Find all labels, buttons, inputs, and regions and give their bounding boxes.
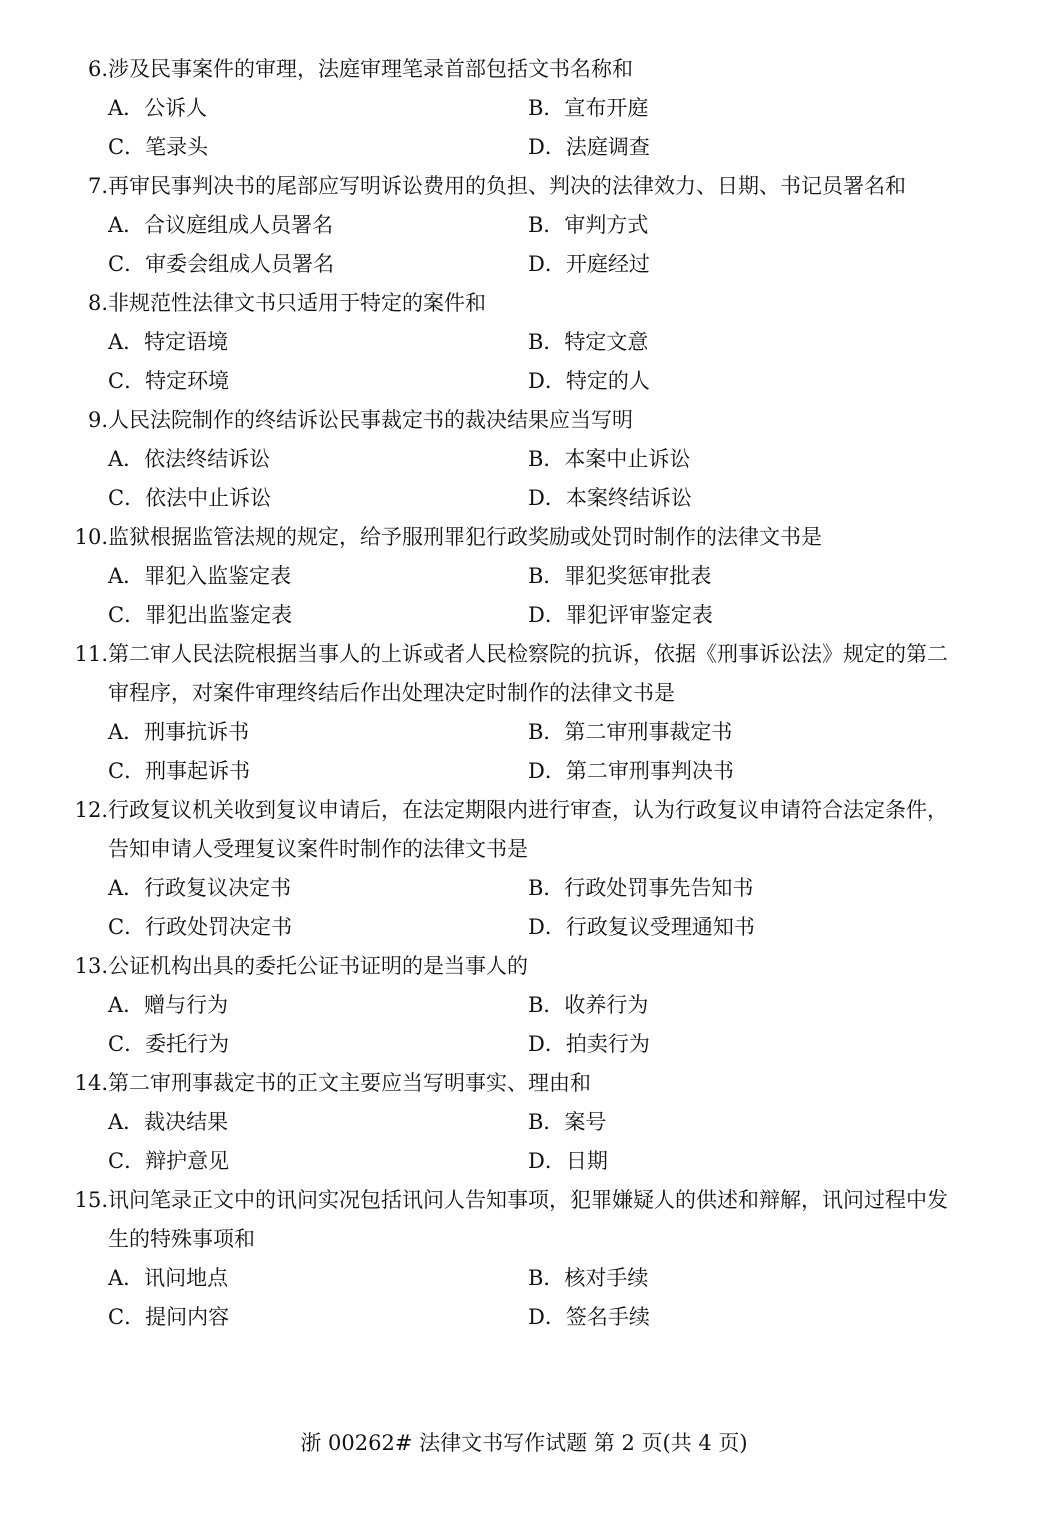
question-number: 13. [74,954,108,978]
option-b: B．行政处罚事先告知书 [528,876,754,900]
option-c: C．行政处罚决定书 [108,915,293,939]
option-a: A．裁决结果 [108,1110,229,1134]
option-d: D．开庭经过 [528,252,650,276]
option-c: C．审委会组成人员署名 [108,252,335,276]
question-number: 8. [87,291,108,315]
option-b: B．核对手续 [528,1266,649,1290]
option-a: A．讯问地点 [108,1266,229,1290]
option-d: D．签名手续 [528,1305,650,1329]
option-c: C．笔录头 [108,135,209,159]
question-number: 9. [87,408,108,432]
question-number: 12. [74,798,108,822]
question-stem: 第二审刑事裁定书的正文主要应当写明事实、理由和 [108,1071,591,1095]
option-b: B．本案中止诉讼 [528,447,691,471]
option-d: D．拍卖行为 [528,1032,650,1056]
option-c: C．依法中止诉讼 [108,486,272,510]
question-15 [60,1181,960,1337]
option-d: D．法庭调查 [528,135,650,159]
option-c: C．辩护意见 [108,1149,230,1173]
question-stem: 再审民事判决书的尾部应写明诉讼费用的负担、判决的法律效力、日期、书记员署名和 [108,174,906,198]
question-number: 7. [87,174,108,198]
question-stem: 人民法院制作的终结诉讼民事裁定书的裁决结果应当写明 [108,408,633,432]
option-d: D．日期 [528,1149,608,1173]
question-stem: 非规范性法律文书只适用于特定的案件和 [108,291,486,315]
option-b: B．案号 [528,1110,607,1134]
question-number: 10. [74,525,108,549]
question-stem: 行政复议机关收到复议申请后，在法定期限内进行审查，认为行政复议申请符合法定条件，告知申请人受理复议案件时制作的法律文书是 [108,798,948,861]
question-11 [60,635,960,791]
option-c: C．特定环境 [108,369,230,393]
option-c: C．委托行为 [108,1032,230,1056]
question-14 [60,1064,960,1181]
question-stem: 第二审人民法院根据当事人的上诉或者人民检察院的抗诉，依据《刑事诉讼法》规定的第二审程序，对案件审理终结后作出处理决定时制作的法律文书是 [108,642,948,705]
question-number: 11. [74,642,108,666]
option-a: A．赠与行为 [108,993,229,1017]
option-a: A．依法终结诉讼 [108,447,271,471]
option-c: C．罪犯出监鉴定表 [108,603,293,627]
option-a: A．罪犯入监鉴定表 [108,564,292,588]
option-b: B．收养行为 [528,993,649,1017]
option-d: D．本案终结诉讼 [528,486,692,510]
option-a: A．行政复议决定书 [108,876,292,900]
question-number: 6. [87,57,108,81]
option-b: B．第二审刑事裁定书 [528,720,733,744]
page-footer: 浙 00262# 法律文书写作试题 第 2 页(共 4 页) [300,1431,748,1455]
option-b: B．宣布开庭 [528,96,649,120]
option-a: A．特定语境 [108,330,229,354]
option-a: A．合议庭组成人员署名 [108,213,334,237]
question-stem: 讯问笔录正文中的讯问实况包括讯问人告知事项，犯罪嫌疑人的供述和辩解，讯问过程中发生的特殊事项和 [108,1188,948,1251]
option-d: D．特定的人 [528,369,650,393]
question-7 [60,167,960,284]
option-a: A．公诉人 [108,96,208,120]
option-b: B．审判方式 [528,213,649,237]
question-number: 14. [74,1071,108,1095]
option-c: C．刑事起诉书 [108,759,251,783]
question-stem: 涉及民事案件的审理，法庭审理笔录首部包括文书名称和 [108,57,633,81]
option-d: D．罪犯评审鉴定表 [528,603,713,627]
question-list [60,50,960,1337]
question-8 [60,284,960,401]
question-stem: 监狱根据监管法规的规定，给予服刑罪犯行政奖励或处罚时制作的法律文书是 [108,525,822,549]
question-number: 15. [74,1188,108,1212]
question-6 [60,50,960,167]
option-a: A．刑事抗诉书 [108,720,250,744]
question-10 [60,518,960,635]
option-d: D．行政复议受理通知书 [528,915,755,939]
question-12 [60,791,960,947]
question-stem: 公证机构出具的委托公证书证明的是当事人的 [108,954,528,978]
option-b: B．特定文意 [528,330,649,354]
option-b: B．罪犯奖惩审批表 [528,564,712,588]
option-c: C．提问内容 [108,1305,230,1329]
question-13 [60,947,960,1064]
option-d: D．第二审刑事判决书 [528,759,734,783]
question-9 [60,401,960,518]
